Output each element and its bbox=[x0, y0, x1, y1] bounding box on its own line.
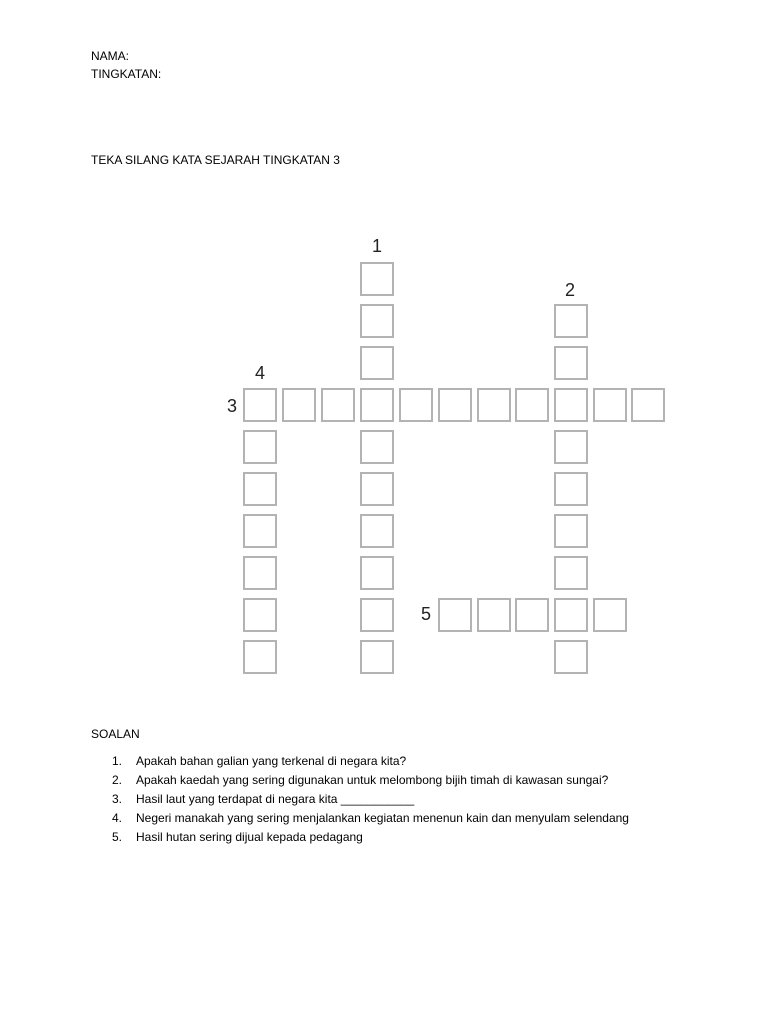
crossword-cell[interactable] bbox=[554, 388, 588, 422]
crossword-cell[interactable] bbox=[360, 472, 394, 506]
crossword-cell[interactable] bbox=[554, 346, 588, 380]
crossword-cell[interactable] bbox=[515, 388, 549, 422]
question-item bbox=[112, 828, 629, 847]
crossword-cell[interactable] bbox=[360, 388, 394, 422]
crossword-cell[interactable] bbox=[243, 430, 277, 464]
crossword-cell[interactable] bbox=[243, 556, 277, 590]
question-text: Negeri manakah yang sering menjalankan kegiatan menenun kain dan menyulam selendang bbox=[136, 811, 629, 825]
question-item bbox=[112, 752, 629, 771]
clue-number-4: 4 bbox=[255, 363, 266, 383]
worksheet-title: TEKA SILANG KATA SEJARAH TINGKATAN 3 bbox=[91, 153, 340, 167]
form-field-label: TINGKATAN: bbox=[91, 67, 162, 81]
question-number: 1. bbox=[112, 754, 123, 768]
name-field-label: NAMA: bbox=[91, 49, 130, 63]
question-text: Apakah kaedah yang sering digunakan untuk melombong bijih timah di kawasan sungai? bbox=[136, 773, 609, 787]
question-item bbox=[112, 771, 629, 790]
crossword-cell[interactable] bbox=[477, 388, 511, 422]
crossword-cell[interactable] bbox=[554, 472, 588, 506]
question-number: 5. bbox=[112, 830, 123, 844]
crossword-cell[interactable] bbox=[554, 598, 588, 632]
question-item bbox=[112, 790, 629, 809]
crossword-cell[interactable] bbox=[360, 262, 394, 296]
crossword-cell[interactable] bbox=[282, 388, 316, 422]
crossword-cell[interactable] bbox=[243, 514, 277, 548]
crossword-cell[interactable] bbox=[360, 430, 394, 464]
questions-heading: SOALAN bbox=[91, 727, 140, 741]
question-number: 3. bbox=[112, 792, 123, 806]
question-number: 2. bbox=[112, 773, 123, 787]
question-number: 4. bbox=[112, 811, 123, 825]
question-text: Hasil hutan sering dijual kepada pedagang bbox=[136, 830, 363, 844]
crossword-cell[interactable] bbox=[477, 598, 511, 632]
crossword-cell[interactable] bbox=[360, 514, 394, 548]
crossword-cell[interactable] bbox=[515, 598, 549, 632]
crossword-cell[interactable] bbox=[360, 598, 394, 632]
crossword-cell[interactable] bbox=[554, 556, 588, 590]
crossword-cell[interactable] bbox=[243, 388, 277, 422]
crossword-cell[interactable] bbox=[243, 640, 277, 674]
crossword-cell[interactable] bbox=[554, 640, 588, 674]
crossword-cell[interactable] bbox=[593, 598, 627, 632]
clue-number-2: 2 bbox=[565, 280, 576, 300]
crossword-cell[interactable] bbox=[438, 598, 472, 632]
question-text: Hasil laut yang terdapat di negara kita ___________ bbox=[136, 792, 415, 806]
crossword-cell[interactable] bbox=[593, 388, 627, 422]
crossword-cell[interactable] bbox=[438, 388, 472, 422]
question-text: Apakah bahan galian yang terkenal di negara kita? bbox=[136, 754, 407, 768]
clue-number-3: 3 bbox=[227, 396, 238, 416]
crossword-cell[interactable] bbox=[321, 388, 355, 422]
crossword-cell[interactable] bbox=[554, 304, 588, 338]
crossword-cell[interactable] bbox=[399, 388, 433, 422]
crossword-cell[interactable] bbox=[243, 598, 277, 632]
crossword-cell[interactable] bbox=[554, 430, 588, 464]
crossword-cell[interactable] bbox=[360, 304, 394, 338]
crossword-cell[interactable] bbox=[243, 472, 277, 506]
clue-number-1: 1 bbox=[372, 236, 383, 256]
crossword-cell[interactable] bbox=[360, 556, 394, 590]
crossword-cell[interactable] bbox=[360, 640, 394, 674]
question-list bbox=[112, 752, 629, 847]
clue-number-5: 5 bbox=[421, 604, 432, 624]
crossword-cell[interactable] bbox=[554, 514, 588, 548]
crossword-cell[interactable] bbox=[360, 346, 394, 380]
question-item bbox=[112, 809, 629, 828]
crossword-cell[interactable] bbox=[631, 388, 665, 422]
